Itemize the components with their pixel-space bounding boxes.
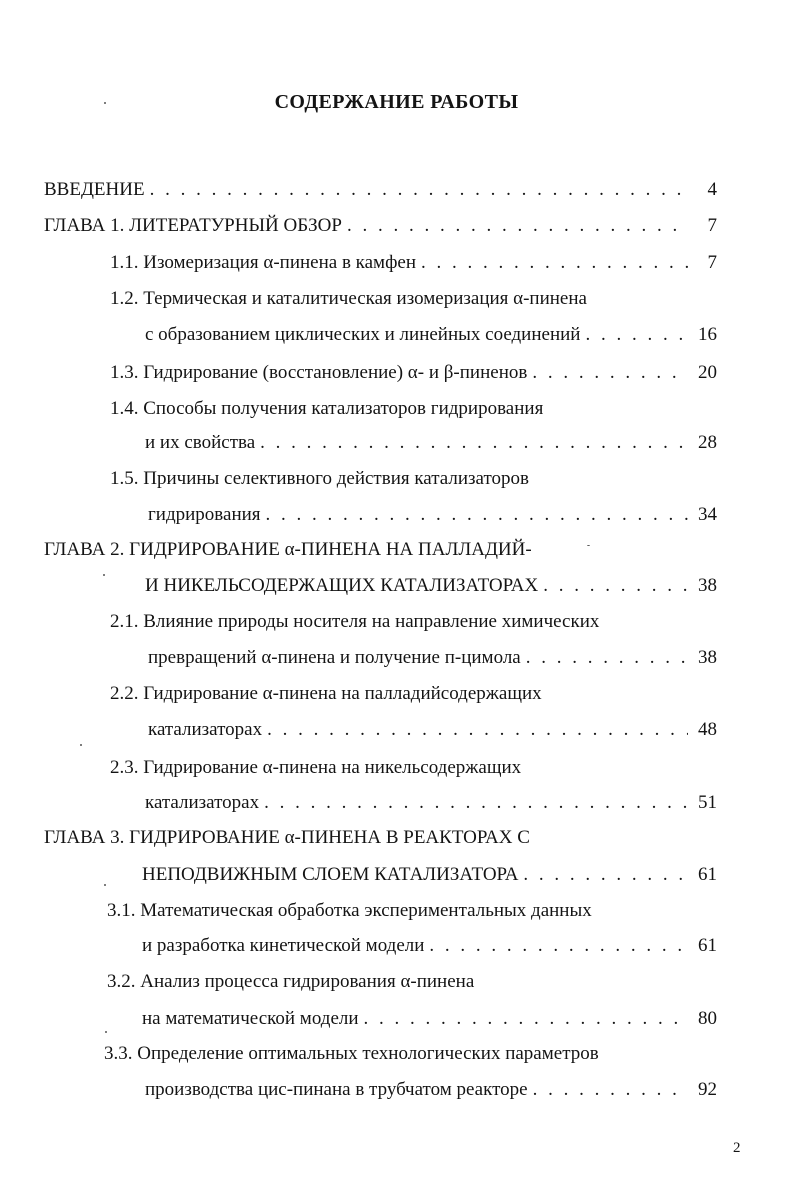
toc-page-number: 16 xyxy=(698,324,717,345)
leader-dots xyxy=(429,933,688,959)
toc-entry-text: на математической модели xyxy=(142,1008,359,1029)
toc-entry-section-2-2-cont xyxy=(148,717,717,743)
toc-entry-text: катализаторах xyxy=(148,719,263,740)
toc-page-number: 61 xyxy=(698,935,717,956)
toc-entry-section-3-1-cont xyxy=(142,933,717,959)
toc-entry-chapter-3-cont xyxy=(142,862,717,888)
leader-dots xyxy=(543,573,688,599)
toc-entry-section-1-4-cont xyxy=(145,430,717,456)
toc-entry-text: И НИКЕЛЬСОДЕРЖАЩИХ КАТАЛИЗАТОРАХ xyxy=(145,575,539,596)
toc-entry-section-1-3 xyxy=(110,360,717,386)
toc-entry-section-1-5-cont xyxy=(148,502,717,528)
toc-entry-text: ВВЕДЕНИЕ xyxy=(44,179,145,200)
toc-page-number: 7 xyxy=(707,215,717,236)
toc-page-number: 34 xyxy=(698,504,717,525)
toc-entry-section-3-2: 3.2. Анализ процесса гидрирования α-пинена xyxy=(107,971,475,992)
toc-entry-section-3-3: 3.3. Определение оптимальных технологических параметров xyxy=(104,1043,599,1064)
toc-entry-text: производства цис-пинана в трубчатом реакторе xyxy=(145,1079,528,1100)
scan-speck xyxy=(103,574,105,576)
page-title: СОДЕРЖАНИЕ РАБОТЫ xyxy=(274,91,519,113)
leader-dots xyxy=(347,213,688,239)
toc-entry-section-1-2: 1.2. Термическая и каталитическая изомеризация α-пинена xyxy=(110,288,587,309)
toc-page-number: 92 xyxy=(698,1079,717,1100)
leader-dots xyxy=(532,360,688,386)
toc-page-number: 4 xyxy=(707,179,717,200)
toc-page-number: 38 xyxy=(698,575,717,596)
scan-speck xyxy=(105,1031,107,1033)
toc-entry-section-2-3: 2.3. Гидрирование α-пинена на никельсодержащих xyxy=(110,757,522,778)
scan-speck xyxy=(587,545,590,546)
toc-entry-text: катализаторах xyxy=(145,792,260,813)
toc-page-number: 51 xyxy=(698,792,717,813)
leader-dots xyxy=(364,1006,688,1032)
toc-entry-text: 1.1. Изомеризация α-пинена в камфен xyxy=(110,252,416,273)
toc-entry-chapter-2: ГЛАВА 2. ГИДРИРОВАНИЕ α-ПИНЕНА НА ПАЛЛАДИЙ- xyxy=(44,539,532,560)
toc-page-number: 48 xyxy=(698,719,717,740)
leader-dots xyxy=(266,502,688,528)
toc-page-number: 61 xyxy=(698,864,717,885)
toc-entry-text: НЕПОДВИЖНЫМ СЛОЕМ КАТАЛИЗАТОРА xyxy=(142,864,519,885)
toc-entry-chapter-3: ГЛАВА 3. ГИДРИРОВАНИЕ α-ПИНЕНА В РЕАКТОРАХ С xyxy=(44,827,530,848)
leader-dots xyxy=(523,862,688,888)
toc-entry-text: гидрирования xyxy=(148,504,261,525)
toc-page-number: 38 xyxy=(698,647,717,668)
toc-entry-section-1-5: 1.5. Причины селективного действия катализаторов xyxy=(110,468,529,489)
toc-entry-section-2-1-cont xyxy=(148,645,717,671)
toc-entry-section-1-1 xyxy=(110,250,717,276)
leader-dots xyxy=(267,717,688,743)
toc-entry-section-3-2-cont xyxy=(142,1006,717,1032)
toc-entry-section-2-2: 2.2. Гидрирование α-пинена на палладийсодержащих xyxy=(110,683,542,704)
toc-entry-introduction xyxy=(44,177,717,203)
toc-entry-chapter-2-cont xyxy=(145,573,717,599)
toc-page-number: 20 xyxy=(698,362,717,383)
leader-dots xyxy=(585,322,688,348)
toc-entry-section-3-1: 3.1. Математическая обработка экспериментальных данных xyxy=(107,900,592,921)
toc-entry-chapter-1 xyxy=(44,213,717,239)
toc-entry-text: и разработка кинетической модели xyxy=(142,935,425,956)
scan-speck xyxy=(104,884,106,886)
toc-entry-section-2-1: 2.1. Влияние природы носителя на направление химических xyxy=(110,611,600,632)
leader-dots xyxy=(526,645,688,671)
toc-entry-text: 1.3. Гидрирование (восстановление) α- и β-пиненов xyxy=(110,362,528,383)
leader-dots xyxy=(150,177,688,203)
toc-entry-section-1-4: 1.4. Способы получения катализаторов гидрирования xyxy=(110,398,544,419)
scan-speck xyxy=(104,102,106,104)
toc-page-number: 7 xyxy=(707,252,717,273)
toc-entry-section-1-2-cont xyxy=(145,322,717,348)
toc-page-number: 28 xyxy=(698,432,717,453)
page-number: 2 xyxy=(733,1140,741,1156)
toc-entry-text: и их свойства xyxy=(145,432,256,453)
toc-entry-text: превращений α-пинена и получение п-цимола xyxy=(148,647,521,668)
scan-speck xyxy=(80,744,82,746)
leader-dots xyxy=(421,250,688,276)
toc-entry-section-3-3-cont xyxy=(145,1077,717,1103)
leader-dots xyxy=(533,1077,688,1103)
toc-entry-text: с образованием циклических и линейных соединений xyxy=(145,324,581,345)
toc-entry-text: ГЛАВА 1. ЛИТЕРАТУРНЫЙ ОБЗОР xyxy=(44,215,342,236)
leader-dots xyxy=(264,790,688,816)
toc-entry-section-2-3-cont xyxy=(145,790,717,816)
toc-page-number: 80 xyxy=(698,1008,717,1029)
leader-dots xyxy=(260,430,688,456)
